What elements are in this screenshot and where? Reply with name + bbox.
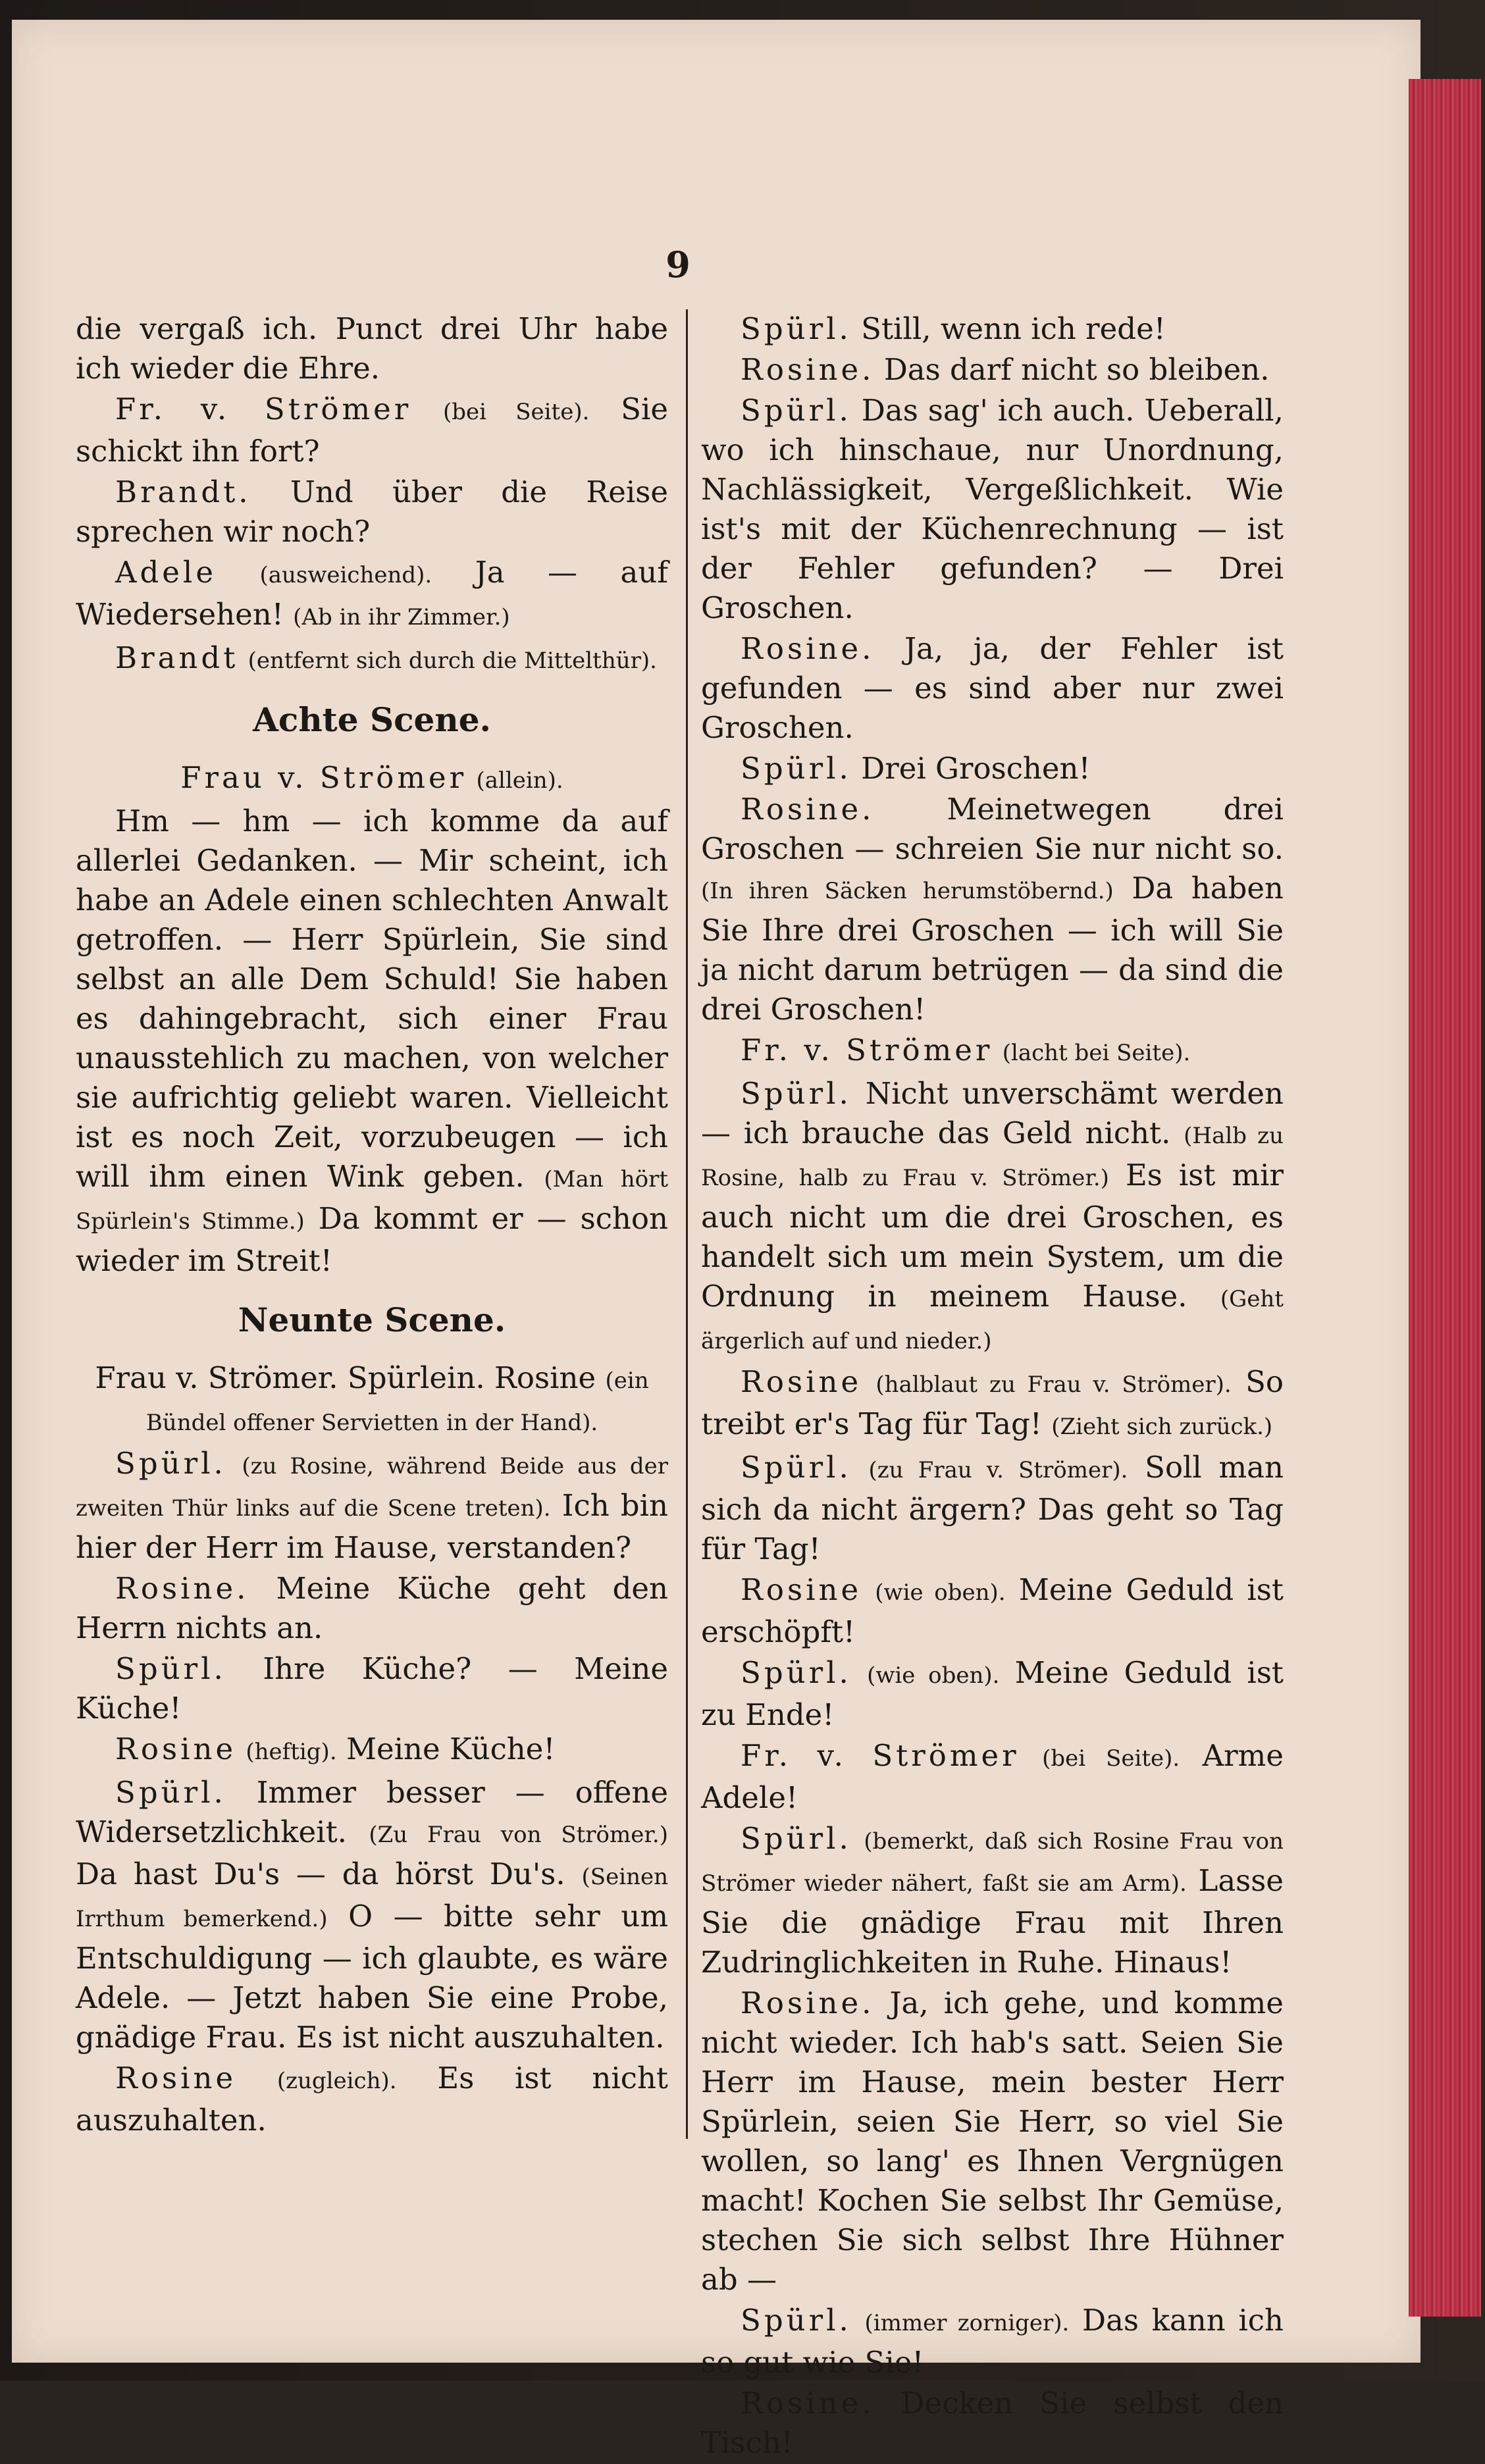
stage-direction: (halblaut zu Frau v. Strömer). bbox=[875, 1372, 1232, 1398]
speaker: Fr. v. Strömer bbox=[115, 392, 412, 426]
stage-direction: (Man hört Spürlein's Stimme.) bbox=[76, 1166, 668, 1235]
dialogue-line bbox=[76, 1730, 668, 1772]
speaker: Spürl. bbox=[741, 393, 852, 428]
speech: Meine Geduld ist zu Ende! bbox=[701, 1655, 1284, 1732]
speaker: Fr. v. Strömer bbox=[741, 1033, 993, 1067]
stage-direction: (wie oben). bbox=[867, 1662, 1000, 1689]
dialogue-line bbox=[701, 1031, 1284, 1073]
speaker: Rosine. bbox=[741, 352, 875, 387]
speech: Meine Küche! bbox=[346, 1732, 556, 1766]
stage-direction: (zu Frau v. Strömer). bbox=[868, 1457, 1128, 1483]
dialogue-line bbox=[701, 1074, 1284, 1361]
speaker: Spürl. bbox=[741, 1076, 852, 1111]
speaker: Spürl. bbox=[741, 1821, 852, 1856]
speech: Ich bin hier der Herr im Hause, verstanden? bbox=[76, 1488, 668, 1565]
dialogue-line bbox=[701, 309, 1284, 349]
dialogue-line bbox=[76, 2059, 668, 2140]
page-number: 9 bbox=[665, 244, 690, 286]
stage-direction: (Ab in ihr Zimmer.) bbox=[293, 604, 510, 630]
speech: Hm — hm — ich komme da auf allerlei Gedanken. — Mir scheint, ich habe an Adele einen schlechten Anwalt getroffen. — Herr Spürlein, Sie sind selbst an alle Dem Schuld! Sie haben es dahingebracht, sich einer Frau unausstehlich zu machen, von welcher sie aufrichtig geliebt waren. Vielleicht ist es noch Zeit, vorzubeugen — ich will ihm einen Wink geben. bbox=[76, 804, 668, 1194]
speaker: Spürl. bbox=[115, 1775, 226, 1810]
dialogue-line bbox=[701, 790, 1284, 1029]
dialogue-line bbox=[76, 638, 668, 680]
speech: Es ist mir auch nicht um die drei Groschen, es handelt sich um mein System, um die Ordnung in meinem Hause. bbox=[701, 1158, 1284, 1314]
speech: Meinetwegen drei Groschen — schreien Sie nur nicht so. bbox=[701, 792, 1284, 866]
speaker: Brandt bbox=[115, 640, 239, 675]
speaker: Frau v. Strömer bbox=[180, 760, 467, 795]
speaker: Rosine bbox=[741, 1572, 862, 1607]
speaker: Rosine bbox=[741, 1364, 862, 1399]
stage-direction: (wie oben). bbox=[875, 1579, 1006, 1606]
speaker: Spürl. bbox=[115, 1651, 226, 1686]
stage-direction: (In ihren Säcken herumstöbernd.) bbox=[701, 878, 1114, 904]
speaker: Brandt. bbox=[115, 475, 251, 509]
speech: Drei Groschen! bbox=[861, 751, 1091, 786]
speech: Ja — auf Wiedersehen! bbox=[76, 555, 668, 632]
speech: Ja, ja, der Fehler ist gefunden — es sind aber nur zwei Groschen. bbox=[701, 631, 1284, 745]
speaker: Fr. v. Strömer bbox=[741, 1738, 1020, 1773]
speech: Meine Küche geht den Herrn nichts an. bbox=[76, 1571, 668, 1645]
dialogue-line bbox=[701, 1984, 1284, 2299]
speaker: Rosine. bbox=[115, 1571, 249, 1606]
speech: Sie schickt ihn fort? bbox=[76, 392, 668, 469]
dialogue-line bbox=[701, 1819, 1284, 1982]
speaker: Rosine. bbox=[741, 2386, 875, 2421]
text-paragraph: die vergaß ich. Punct drei Uhr habe ich wieder die Ehre. bbox=[76, 311, 668, 386]
speech: Ihre Küche? — Meine Küche! bbox=[76, 1651, 668, 1726]
speech: Und über die Reise sprechen wir noch? bbox=[76, 475, 668, 549]
dialogue-line bbox=[701, 391, 1284, 628]
speech: Arme Adele! bbox=[701, 1738, 1284, 1815]
stage-direction: (ein Bündel offener Servietten in der Hand). bbox=[145, 1368, 649, 1436]
dialogue-line bbox=[701, 2301, 1284, 2382]
dialogue-line bbox=[76, 1649, 668, 1728]
stage-direction: (Zieht sich zurück.) bbox=[1051, 1414, 1273, 1440]
stage-direction: (zu Rosine, während Beide aus der zweiten Thür links auf die Scene treten). bbox=[76, 1453, 668, 1522]
stage-direction: (Zu Frau von Strömer.) bbox=[369, 1822, 668, 1848]
dialogue-line bbox=[701, 749, 1284, 788]
speech: Da haben Sie Ihre drei Groschen — ich will Sie ja nicht darum betrügen — da sind die drei Groschen! bbox=[701, 871, 1284, 1027]
stage-direction: (Halb zu Rosine, halb zu Frau v. Strömer.) bbox=[701, 1123, 1284, 1191]
speech: Immer besser — offene Widersetzlichkeit. bbox=[76, 1775, 668, 1849]
speech: Nicht unverschämt werden — ich brauche das Geld nicht. bbox=[701, 1076, 1284, 1150]
dialogue-line bbox=[701, 1448, 1284, 1569]
speech: Ja, ich gehe, und komme nicht wieder. Ich hab's satt. Seien Sie Herr im Hause, mein bester Herr Spürlein, seien Sie Herr, so viel Sie wollen, so lang' es Ihnen Vergnügen macht! Kochen Sie selbst Ihr Gemüse, stechen Sie sich selbst Ihre Hühner ab — bbox=[701, 1986, 1284, 2297]
dialogue-line bbox=[76, 1773, 668, 2057]
speaker: Rosine. bbox=[741, 792, 875, 827]
left-column bbox=[76, 309, 668, 2142]
dialogue-line bbox=[701, 1736, 1284, 1818]
speech: Still, wenn ich rede! bbox=[861, 311, 1166, 346]
speech: Lasse Sie die gnädige Frau mit Ihren Zudringlichkeiten in Ruhe. Hinaus! bbox=[701, 1863, 1284, 1980]
speech: O — bitte sehr um Entschuldigung — ich glaubte, es wäre Adele. — Jetzt haben Sie eine Probe, gnädige Frau. Es ist nicht auszuhalten. bbox=[76, 1899, 668, 2055]
speaker: Rosine bbox=[115, 1732, 237, 1766]
dialogue-line bbox=[701, 2384, 1284, 2463]
speaker: Rosine bbox=[115, 2061, 237, 2095]
monologue bbox=[76, 802, 668, 1281]
stage-direction: (zugleich). bbox=[276, 2068, 397, 2094]
speaker: Adele bbox=[115, 555, 217, 590]
speaker: Spürl. bbox=[741, 1450, 852, 1485]
stage-direction: (allein). bbox=[476, 767, 563, 794]
stage-direction: (ausweichend). bbox=[259, 562, 432, 588]
speaker: Spürl. bbox=[741, 2303, 852, 2338]
dialogue-line bbox=[76, 473, 668, 552]
scene-cast bbox=[76, 758, 668, 800]
dialogue-line bbox=[76, 1444, 668, 1568]
speaker: Rosine. bbox=[741, 1986, 875, 2020]
scene-cast bbox=[76, 1358, 668, 1443]
scene-heading: Achte Scene. bbox=[253, 700, 491, 739]
stage-direction: (Seinen Irrthum bemerkend.) bbox=[76, 1864, 668, 1932]
speech: Das sag' ich auch. Ueberall, wo ich hinschaue, nur Unordnung, Nachlässigkeit, Vergeßlichkeit. Wie ist's mit der Küchenrechnung — ist der Fehler gefunden? — Drei Groschen. bbox=[701, 393, 1284, 625]
scene-heading: Neunte Scene. bbox=[238, 1300, 506, 1339]
speech: Da hast Du's — da hörst Du's. bbox=[76, 1857, 565, 1891]
dialogue-line bbox=[701, 1362, 1284, 1447]
right-column bbox=[701, 309, 1284, 2464]
speech: Es ist nicht auszuhalten. bbox=[76, 2061, 669, 2138]
dialogue-line bbox=[76, 390, 668, 471]
red-page-edge bbox=[1409, 79, 1481, 2317]
speaker: Rosine. bbox=[741, 631, 875, 666]
speech: Soll man sich da nicht ärgern? Das geht so Tag für Tag! bbox=[701, 1450, 1284, 1566]
speaker: Spürl. bbox=[741, 751, 852, 786]
stage-direction: (lacht bei Seite). bbox=[1002, 1040, 1191, 1066]
dialogue-line bbox=[76, 553, 668, 637]
dialogue-line bbox=[701, 629, 1284, 748]
dialogue-line bbox=[701, 1653, 1284, 1735]
speech: Da kommt er — schon wieder im Streit! bbox=[76, 1201, 668, 1278]
cast-list: Frau v. Strömer. Spürlein. Rosine bbox=[95, 1360, 596, 1395]
speech: Das darf nicht so bleiben. bbox=[883, 352, 1270, 387]
speaker: Spürl. bbox=[741, 311, 852, 346]
dialogue-line bbox=[701, 350, 1284, 390]
speech: Meine Geduld ist erschöpft! bbox=[701, 1572, 1284, 1649]
stage-direction: (Geht ärgerlich auf und nieder.) bbox=[701, 1286, 1284, 1354]
stage-direction: (bemerkt, daß sich Rosine Frau von Strömer wieder nähert, faßt sie am Arm). bbox=[701, 1828, 1284, 1897]
dialogue-line bbox=[76, 1569, 668, 1648]
speaker: Spürl. bbox=[115, 1446, 226, 1481]
speech: So treibt er's Tag für Tag! bbox=[701, 1364, 1284, 1441]
stage-direction: (entfernt sich durch die Mittelthür). bbox=[248, 648, 657, 674]
speech: Decken Sie selbst den Tisch! bbox=[701, 2386, 1284, 2460]
stage-direction: (bei Seite). bbox=[1042, 1745, 1180, 1772]
dialogue-line bbox=[701, 1570, 1284, 1652]
stage-direction: (bei Seite). bbox=[443, 399, 590, 425]
speech: Das kann ich so gut wie Sie! bbox=[701, 2303, 1284, 2380]
speaker: Spürl. bbox=[741, 1655, 852, 1690]
column-divider bbox=[686, 309, 688, 2139]
stage-direction: (heftig). bbox=[246, 1739, 337, 1765]
stage-direction: (immer zorniger). bbox=[864, 2310, 1070, 2336]
